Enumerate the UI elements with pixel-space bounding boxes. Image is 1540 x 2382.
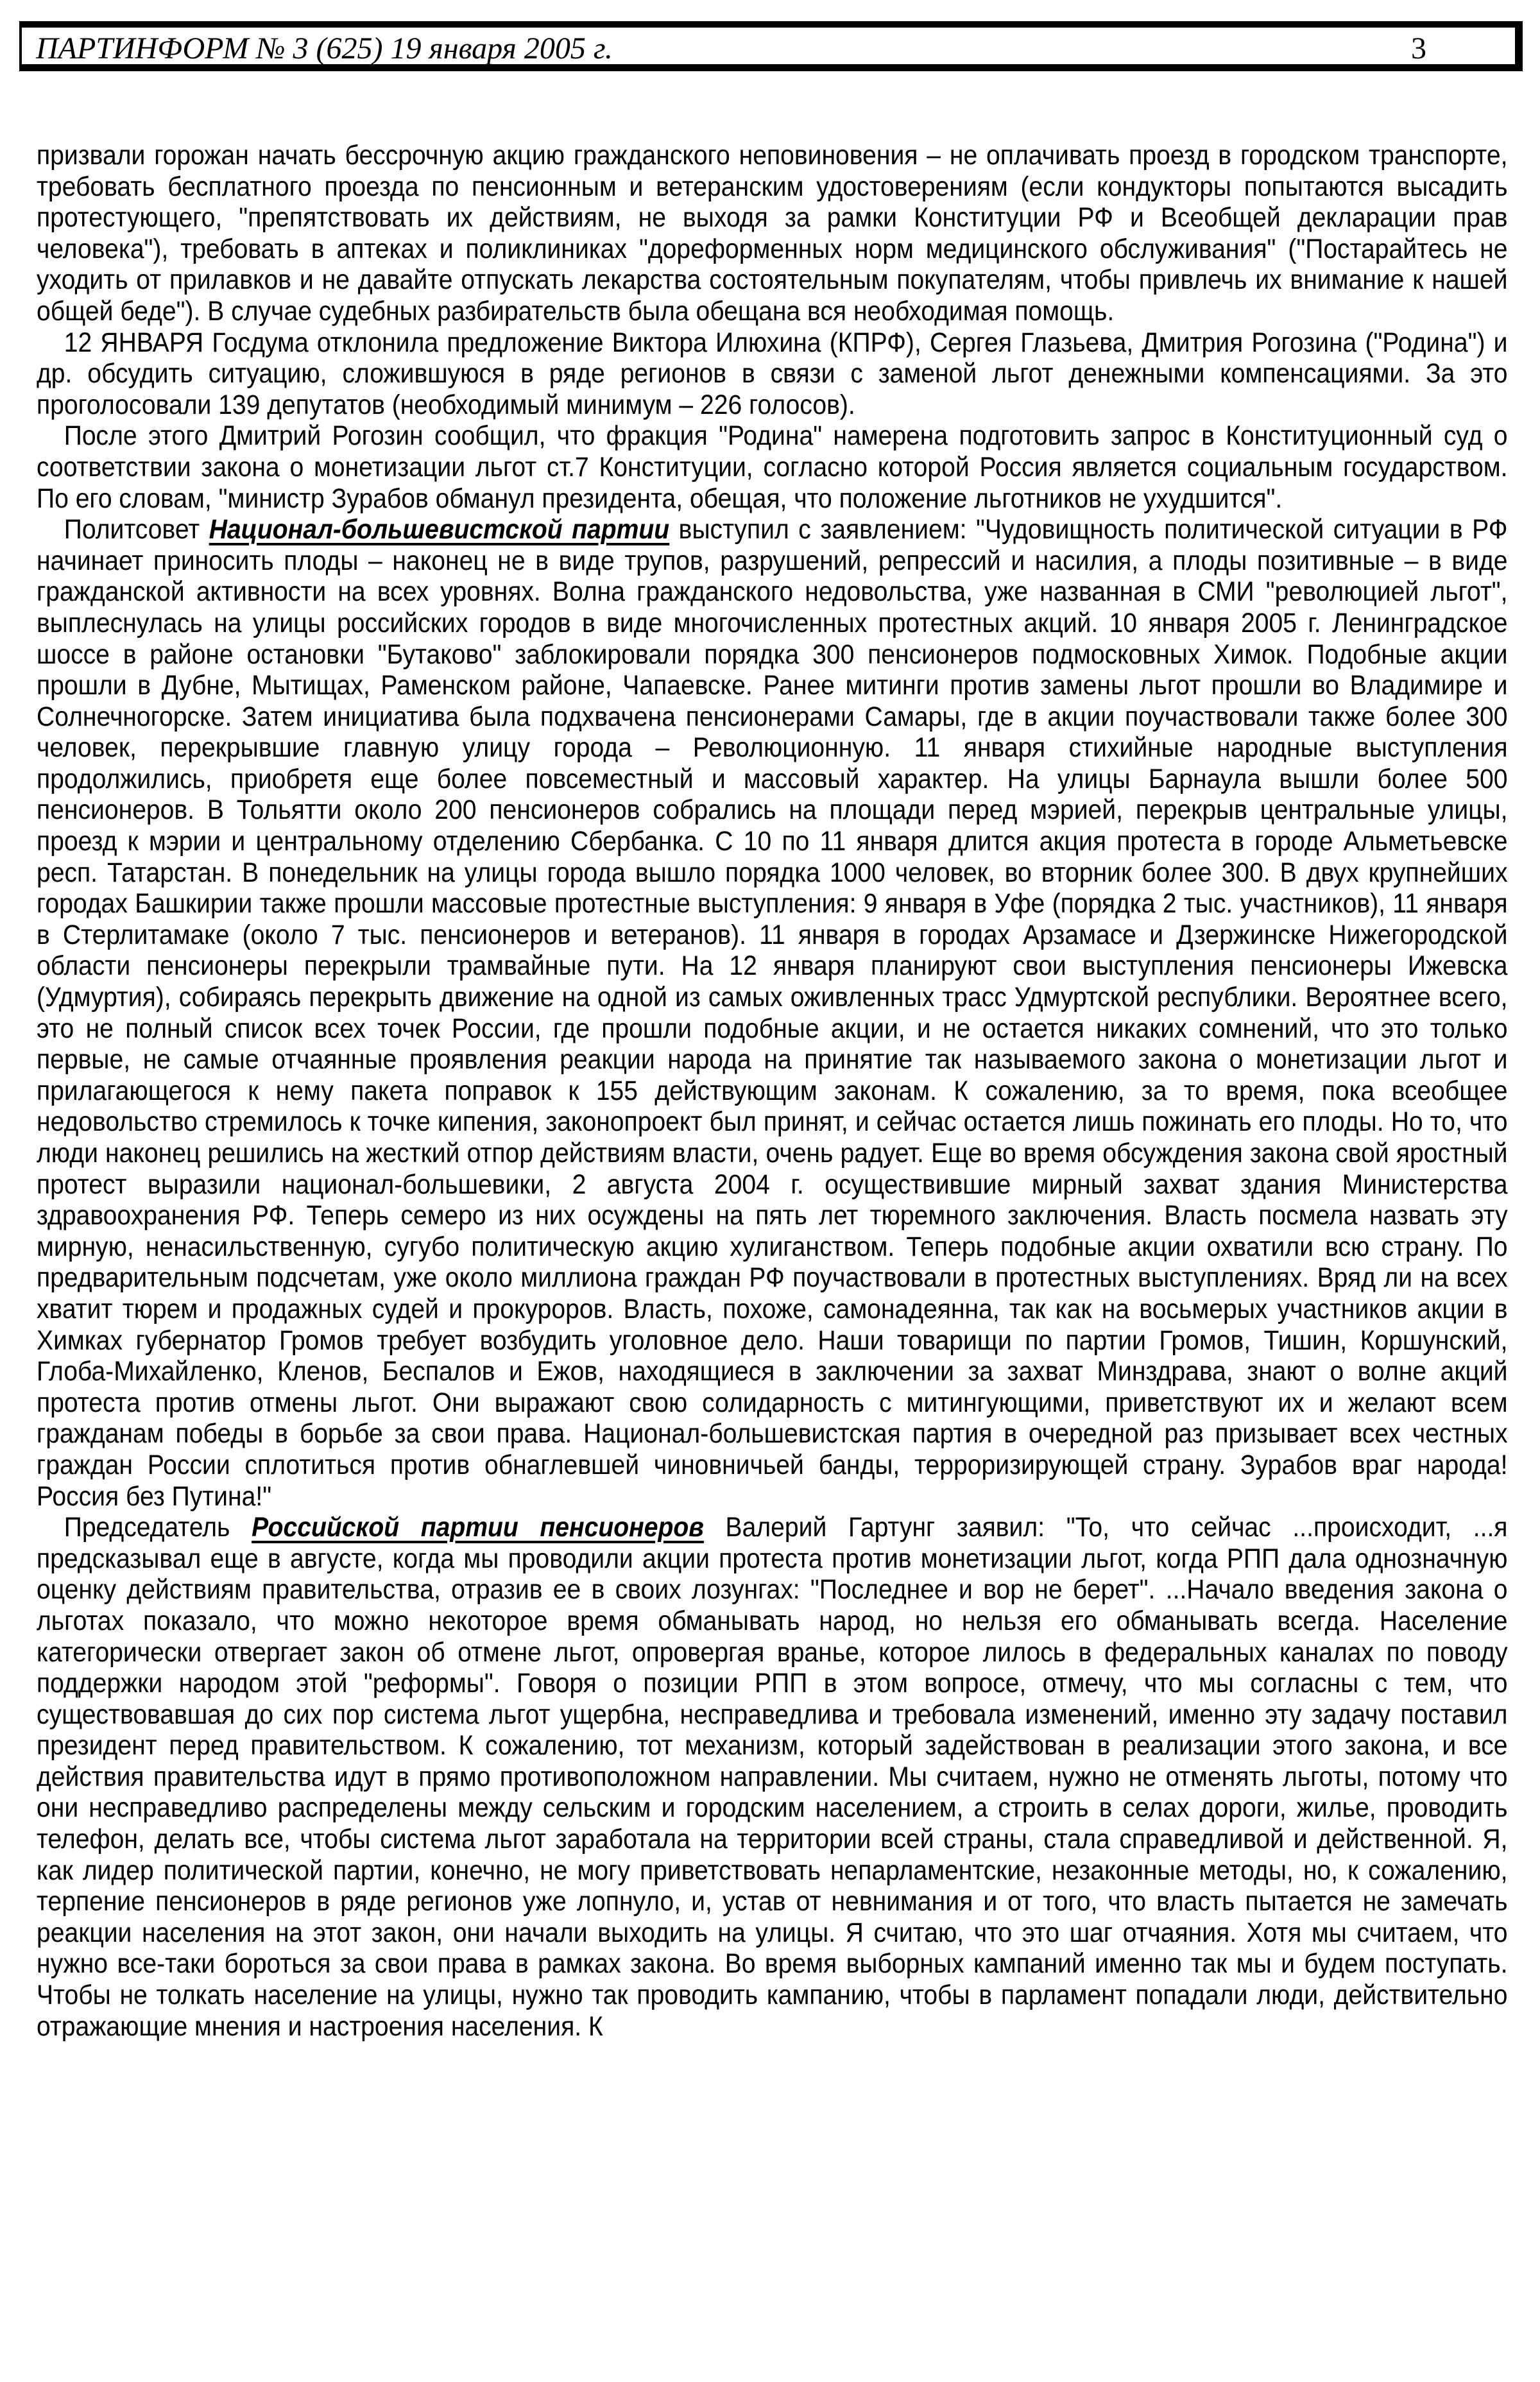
text-run: После этого Дмитрий Рогозин сообщил, что фракция "Родина" намерена подготовить запрос в Конституционный суд о соответствии закона о монетизации льгот ст.7 Конституции, согласно которой Россия является социальным государством. По его словам, "министр Зурабов обманул президента, обещая, что положение льготников не ухудшится".: [37, 420, 1508, 514]
party-name-emphasis: Российской партии пенсионеров: [252, 1512, 704, 1543]
party-name-emphasis: Национал-большевистской партии: [209, 514, 670, 545]
paragraph: [37, 420, 1507, 514]
page-number: 3: [1411, 31, 1426, 65]
paragraph: [37, 1512, 1507, 2042]
text-run: Политсовет: [64, 514, 209, 545]
paragraph: [37, 140, 1507, 327]
article-body: [37, 140, 1507, 2042]
paragraph: [37, 327, 1507, 421]
text-run: 12 ЯНВАРЯ Госдума отклонила предложение Виктора Илюхина (КПРФ), Сергея Глазьева, Дмитрия Рогозина ("Родина") и др. обсудить ситуацию, сложившуюся в ряде регионов в связи с заменой льгот денежными компенсациями. За это проголосовали 139 депутатов (необходимый минимум – 226 голосов).: [37, 327, 1508, 420]
header-content: [22, 28, 1515, 68]
text-run: выступил с заявлением: "Чудовищность политической ситуации в РФ начинает приносить плоды – наконец не в виде трупов, разрушений, репрессий и насилия, а плоды позитивные – в виде гражданской активности на всех уровнях. Волна гражданского недовольства, уже названная в СМИ "революцией льгот", выплеснулась на улицы российских городов в виде многочисленных протестных акций. 10 января 2005 г. Ленинградское шоссе в районе остановки "Бутаково" заблокировали порядка 300 пенсионеров подмосковных Химок. Подобные акции прошли в Дубне, Мытищах, Раменском районе, Чапаевске. Ранее митинги против замены льгот прошли во Владимире и Солнечногорске. Затем инициатива была подхвачена пенсионерами Самары, где в акции поучаствовали также более 300 человек, перекрывшие главную улицу города – Революционную. 11 января стихийные народные выступления продолжились, приобретя еще более повсеместный и массовый характер. На улицы Барнаула вышли более 500 пенсионеров. В Тольятти около 200 пенсионеров собрались на площади перед мэрией, перекрыв центральные улицы, проезд к мэрии и центральному отделению Сбербанка. С 10 по 11 января длится акция протеста в городе Альметьевске респ. Татарстан. В понедельник на улицы города вышло порядка 1000 человек, во вторник более 300. В двух крупнейших городах Башкирии также прошли массовые протестные выступления: 9 января в Уфе (порядка 2 тыс. участников), 11 января в Стерлитамаке (около 7 тыс. пенсионеров и ветеранов). 11 января в городах Арзамасе и Дзержинске Нижегородской области пенсионеры перекрыли трамвайные пути. На 12 января планируют свои выступления пенсионеры Ижевска (Удмуртия), собираясь перекрыть движение на одной из самых оживленных трасс Удмуртской республики. Вероятнее всего, это не полный список всех точек России, где прошли подобные акции, и не остается никаких сомнений, что это только первые, не самые отчаянные проявления реакции народа на принятие так называемого закона о монетизации льгот и прилагающегося к нему пакета поправок к 155 действующим законам. К сожалению, за то время, пока всеобщее недовольство стремилось к точке кипения, законопроект был принят, и сейчас остается лишь пожинать его плоды. Но то, что люди наконец решились на жесткий отпор действиям власти, очень радует. Еще во время обсуждения закона свой яростный протест выразили национал-большевики, 2 августа 2004 г. осуществившие мирный захват здания Министерства здравоохранения РФ. Теперь семеро из них осуждены на пять лет тюремного заключения. Власть посмела назвать эту мирную, ненасильственную, сугубо политическую акцию хулиганством. Теперь подобные акции охватили всю страну. По предварительным подсчетам, уже около миллиона граждан РФ поучаствовали в протестных выступлениях. Вряд ли на всех хватит тюрем и продажных судей и прокуроров. Власть, похоже, самонадеянна, так как на восьмерых участников акции в Химках губернатор Громов требует возбудить уголовное дело. Наши товарищи по партии Громов, Тишин, Коршунский, Глоба-Михайленко, Кленов, Беспалов и Ежов, находящиеся в заключении за захват Минздрава, знают о волне акций протеста против отмены льгот. Они выражают свою солидарность с митингующими, приветствуют их и желают всем гражданам победы в борьбе за свои права. Национал-большевистская партия в очередной раз призывает всех честных граждан России сплотиться против обнаглевшей чиновничьей банды, терроризирующей страну. Зурабов враг народа! Россия без Путина!": [37, 514, 1508, 1512]
text-run: призвали горожан начать бессрочную акцию гражданского неповиновения – не оплачивать проезд в городском транспорте, требовать бесплатного проезда по пенсионным и ветеранским удостоверениям (если кондукторы попытаются высадить протестующего, "препятствовать их действиям, не выходя за рамки Конституции РФ и Всеобщей декларации прав человека"), требовать в аптеках и поликлиниках "дореформенных норм медицинского обслуживания" ("Постарайтесь не уходить от прилавков и не давайте отпускать лекарства состоятельным покупателям, чтобы привлечь их внимание к нашей общей беде"). В случае судебных разбирательств была обещана вся необходимая помощь.: [37, 140, 1508, 327]
newsletter-title: ПАРТИНФОРМ № 3 (625) 19 января 2005 г.: [36, 31, 613, 65]
text-run: Валерий Гартунг заявил: "То, что сейчас ...происходит, ...я предсказывал еще в августе, когда мы проводили акции протеста против монетизации льгот, когда РПП дала однозначную оценку действиям правительства, отразив ее в своих лозунгах: "Последнее и вор не берет". ...Начало введения закона о льготах показало, что можно некоторое время обманывать народ, но нельзя его обманывать всегда. Население категорически отвергает закон об отмене льгот, опровергая вранье, которое лилось в федеральных каналах по поводу поддержки народом этой "реформы". Говоря о позиции РПП в этом вопросе, отмечу, что мы согласны с тем, что существовавшая до сих пор система льгот ущербна, несправедлива и требовала изменений, именно эту задачу поставил президент перед правительством. К сожалению, тот механизм, который задействован в реализации этого закона, и все действия правительства идут в прямо противоположном направлении. Мы считаем, нужно не отменять льготы, потому что они несправедливо распределены между сельским и городским населением, а строить в селах дороги, жилье, проводить телефон, делать все, чтобы система льгот заработала на территории всей страны, стала справедливой и действенной. Я, как лидер политической партии, конечно, не могу приветствовать непарламентские, незаконные методы, но, к сожалению, терпение пенсионеров в ряде регионов уже лопнуло, и, устав от невнимания и от того, что власть пытается не замечать реакции населения на этот закон, они начали выходить на улицы. Я считаю, что это шаг отчаяния. Хотя мы считаем, что нужно все-таки бороться за свои права в рамках закона. Во время выборных кампаний именно так мы и будем поступать. Чтобы не толкать население на улицы, нужно так проводить кампанию, чтобы в парламент попадали люди, действительно отражающие мнения и настроения населения. К: [37, 1512, 1508, 2042]
text-run: Председатель: [64, 1512, 252, 1543]
paragraph: [37, 514, 1507, 1512]
header-bar: [19, 21, 1523, 71]
